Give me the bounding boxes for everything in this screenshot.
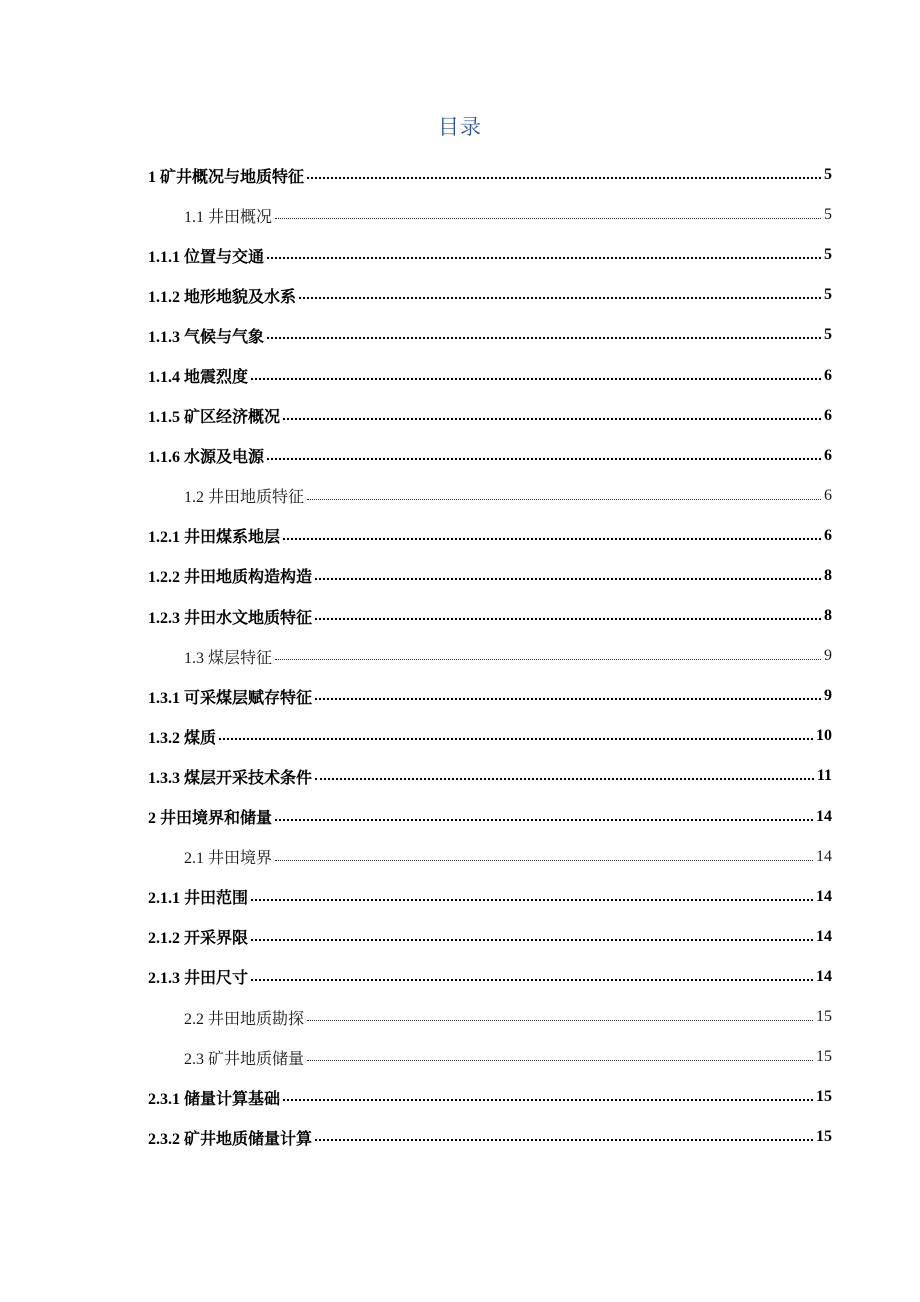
- toc-dot-leader: [283, 411, 821, 421]
- toc-dot-leader: [275, 812, 813, 822]
- toc-page-number: 10: [816, 727, 832, 745]
- toc-entry-text: 1.1.2 地形地貌及水系: [148, 288, 297, 306]
- toc-page-number: 14: [816, 887, 832, 905]
- toc-dot-leader: [219, 731, 813, 741]
- toc-entry-text: 2.1 井田境界: [184, 850, 273, 868]
- toc-entry-text: 1.2.1 井田煤系地层: [148, 529, 281, 547]
- toc-entry-text: 2.3.2 矿井地质储量计算: [148, 1130, 313, 1148]
- toc-entry[interactable]: [148, 797, 832, 837]
- toc-dot-leader: [315, 571, 821, 581]
- toc-entry-text: 2 井田境界和储量: [148, 810, 273, 828]
- toc-page-number: 5: [824, 166, 832, 184]
- toc-page-number: 6: [824, 366, 832, 384]
- toc-entry[interactable]: [148, 756, 832, 796]
- toc-entry-text: 2.1.2 开采界限: [148, 930, 249, 948]
- toc-entry-text: 2.1.1 井田范围: [148, 890, 249, 908]
- toc-entry[interactable]: [148, 476, 832, 516]
- toc-page-number: 6: [824, 486, 832, 504]
- toc-entry-text: 1.3 煤层特征: [184, 649, 273, 667]
- toc-entry[interactable]: [148, 556, 832, 596]
- toc-entry[interactable]: [148, 997, 832, 1037]
- toc-entry-text: 1.3.3 煤层开采技术条件: [148, 769, 313, 787]
- toc-page-number: 5: [824, 206, 832, 224]
- toc-dot-leader: [275, 651, 821, 661]
- toc-entry[interactable]: [148, 837, 832, 877]
- toc-entry-text: 1.1 井田概况: [184, 208, 273, 226]
- toc-entry[interactable]: [148, 355, 832, 395]
- toc-page-number: 14: [816, 847, 832, 865]
- toc-page-number: 5: [824, 326, 832, 344]
- toc-dot-leader: [267, 330, 821, 340]
- toc-dot-leader: [315, 1132, 813, 1142]
- toc-entry-text: 1.1.1 位置与交通: [148, 248, 265, 266]
- toc-dot-leader: [307, 1052, 813, 1062]
- toc-entry[interactable]: [148, 1077, 832, 1117]
- toc-entry[interactable]: [148, 596, 832, 636]
- toc-page-number: 14: [816, 927, 832, 945]
- toc-page-number: 8: [824, 607, 832, 625]
- toc-entry[interactable]: [148, 917, 832, 957]
- toc-entry-text: 1.1.6 水源及电源: [148, 449, 265, 467]
- toc-dot-leader: [267, 451, 821, 461]
- toc-page-number: 15: [816, 1128, 832, 1146]
- toc-entry-text: 2.3.1 储量计算基础: [148, 1090, 281, 1108]
- toc-entry[interactable]: [148, 516, 832, 556]
- toc-dot-leader: [251, 371, 821, 381]
- toc-page-number: 9: [824, 647, 832, 665]
- toc-dot-leader: [283, 531, 821, 541]
- toc-page-number: 8: [824, 566, 832, 584]
- toc-page-number: 6: [824, 406, 832, 424]
- toc-entry[interactable]: [148, 235, 832, 275]
- toc-entry[interactable]: [148, 195, 832, 235]
- toc-dot-leader: [267, 250, 821, 260]
- toc-entry-text: 1.2.2 井田地质构造构造: [148, 569, 313, 587]
- toc-entry[interactable]: [148, 676, 832, 716]
- toc-dot-leader: [251, 972, 813, 982]
- toc-dot-leader: [275, 210, 821, 220]
- toc-entry-text: 1.3.2 煤质: [148, 729, 217, 747]
- toc-page-number: 6: [824, 526, 832, 544]
- toc-dot-leader: [299, 290, 821, 300]
- toc-entry[interactable]: [148, 1037, 832, 1077]
- toc-entry[interactable]: [148, 315, 832, 355]
- toc-page-number: 14: [816, 807, 832, 825]
- toc-entry-text: 2.3 矿井地质储量: [184, 1050, 305, 1068]
- toc-dot-leader: [283, 1092, 813, 1102]
- toc-entry-text: 1 矿井概况与地质特征: [148, 168, 305, 186]
- toc-page-number: 5: [824, 246, 832, 264]
- toc-title: 目录: [438, 115, 482, 139]
- toc-dot-leader: [315, 691, 821, 701]
- toc-page-number: 15: [816, 1088, 832, 1106]
- toc-page-number: 15: [816, 1008, 832, 1026]
- toc-entry-text: 2.2 井田地质勘探: [184, 1010, 305, 1028]
- toc-entry[interactable]: [148, 436, 832, 476]
- toc-entry-text: 1.3.1 可采煤层赋存特征: [148, 689, 313, 707]
- toc-page-number: 5: [824, 286, 832, 304]
- toc-entry[interactable]: [148, 396, 832, 436]
- toc-entry[interactable]: [148, 877, 832, 917]
- toc-entry-text: 2.1.3 井田尺寸: [148, 970, 249, 988]
- toc-entry-text: 1.1.4 地震烈度: [148, 369, 249, 387]
- toc-page-number: 6: [824, 446, 832, 464]
- toc-dot-leader: [307, 1012, 813, 1022]
- toc-entry[interactable]: [148, 636, 832, 676]
- toc-entry-text: 1.2 井田地质特征: [184, 489, 305, 507]
- toc-entry[interactable]: [148, 275, 832, 315]
- toc-page-number: 9: [824, 687, 832, 705]
- toc-page-number: 14: [816, 967, 832, 985]
- toc-dot-leader: [251, 892, 813, 902]
- toc-dot-leader: [307, 491, 821, 501]
- toc-dot-leader: [307, 170, 821, 180]
- toc-dot-leader: [251, 932, 813, 942]
- toc-dot-leader: [315, 611, 821, 621]
- toc-page-number: 11: [816, 767, 832, 785]
- toc-entry-text: 1.1.3 气候与气象: [148, 328, 265, 346]
- toc-entry-text: 1.1.5 矿区经济概况: [148, 409, 281, 427]
- toc-entry[interactable]: [148, 716, 832, 756]
- toc-entry[interactable]: [148, 957, 832, 997]
- toc-entry-text: 1.2.3 井田水文地质特征: [148, 609, 313, 627]
- toc-dot-leader: [275, 852, 813, 862]
- toc-page-number: 15: [816, 1048, 832, 1066]
- toc-dot-leader: [315, 771, 814, 781]
- toc-list: [148, 155, 832, 1157]
- toc-entry[interactable]: [148, 155, 832, 195]
- toc-entry[interactable]: [148, 1117, 832, 1157]
